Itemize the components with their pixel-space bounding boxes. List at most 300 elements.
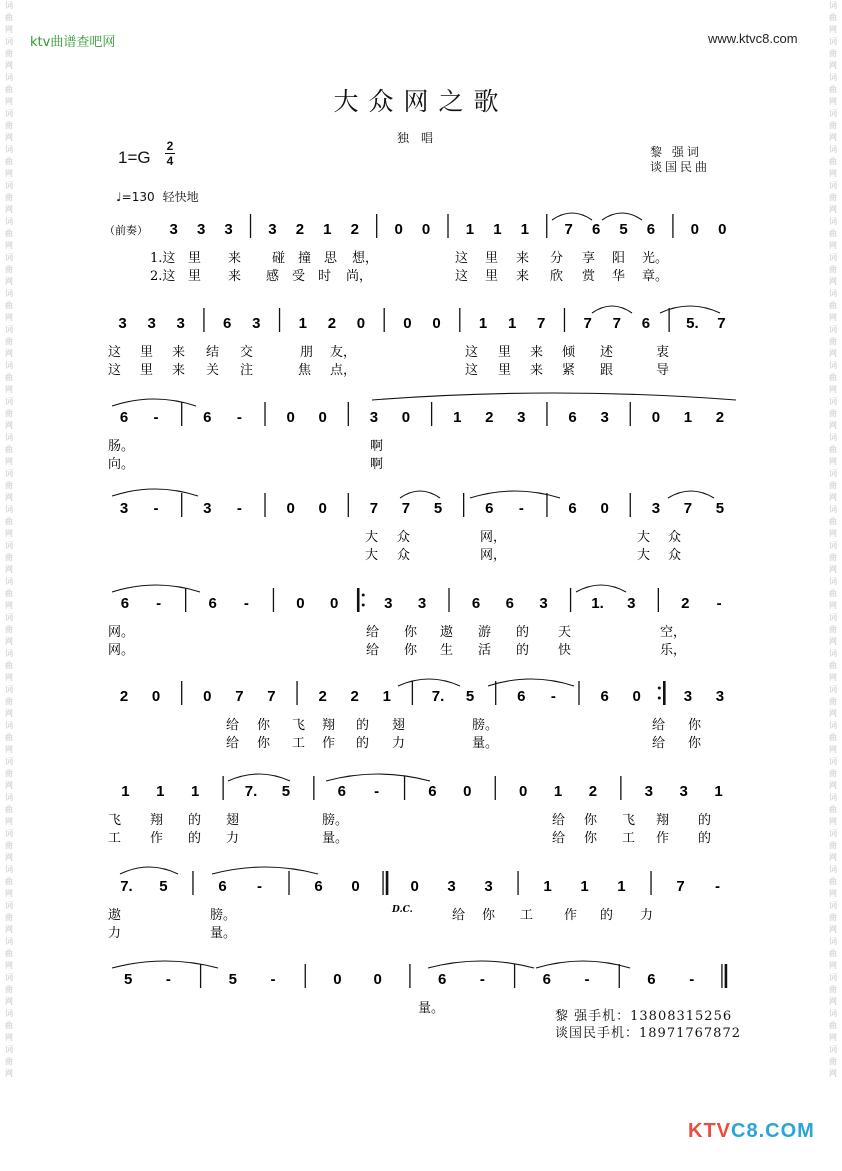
side-watermark-glyph: 网 (5, 745, 13, 754)
note: 0 (718, 221, 727, 238)
lyric-verse-2: 时 (318, 269, 332, 284)
lyric-verse-1: 飞 (108, 813, 122, 828)
side-watermark-glyph: 曲 (5, 481, 13, 490)
side-watermark-glyph: 词 (5, 325, 13, 334)
side-watermark-glyph: 曲 (5, 697, 13, 706)
note: 2 (295, 221, 305, 238)
note: 3 (384, 595, 393, 612)
side-watermark-glyph: 网 (5, 925, 13, 934)
side-watermark-glyph: 词 (5, 1, 13, 10)
lyric-verse-1: 想， (352, 251, 379, 266)
side-watermark-glyph: 词 (5, 73, 13, 82)
lyric-verse-2: 活 (478, 643, 492, 658)
lyric-verse-1: 来 (530, 345, 544, 360)
side-watermark-glyph: 网 (829, 1069, 837, 1078)
side-watermark-glyph: 词 (829, 1009, 837, 1018)
side-watermark-glyph: 网 (5, 601, 13, 610)
side-watermark-glyph: 曲 (829, 949, 837, 958)
side-watermark-glyph: 词 (829, 325, 837, 334)
side-watermark-glyph: 网 (829, 25, 837, 34)
lyric-verse-1: 飞 (622, 813, 636, 828)
side-watermark-glyph: 曲 (5, 985, 13, 994)
side-watermark-glyph: 网 (5, 421, 13, 430)
side-watermark-glyph: 词 (5, 181, 13, 190)
lyric-verse-2: 作 (150, 831, 164, 846)
note: 3 (417, 595, 427, 612)
lyric-verse-2: 欣 (550, 269, 564, 284)
side-watermark-glyph: 曲 (5, 949, 13, 958)
side-watermark-glyph: 曲 (5, 373, 13, 382)
lyric-verse-2: 你 (584, 831, 598, 846)
side-watermark-glyph: 曲 (5, 625, 13, 634)
side-watermark-glyph: 词 (829, 577, 837, 586)
lyric-verse-2: 给 (652, 736, 666, 751)
note: 5 (715, 500, 725, 517)
note: 7 (683, 500, 693, 517)
lyric-verse-2: 紧 (562, 363, 576, 378)
lyric-verse-1: 的 (356, 718, 370, 733)
lyric-verse-1: 遨 (440, 625, 454, 640)
lyric-verse-2: 受 (292, 269, 306, 284)
lyric-verse-2: 啊 (370, 457, 384, 472)
side-watermark-glyph: 词 (829, 649, 837, 658)
lyric-verse-2: 快 (558, 643, 572, 658)
lyric-verse-1: 结 (206, 345, 220, 360)
side-watermark-glyph: 网 (829, 313, 837, 322)
note: 3 (268, 221, 277, 238)
site-logo (688, 1120, 815, 1143)
side-watermark-glyph: 曲 (5, 1021, 13, 1030)
side-watermark-glyph: 曲 (5, 877, 13, 886)
lyric-verse-2: 工 (292, 736, 306, 751)
note: 6 (208, 595, 217, 612)
side-watermark-glyph: 曲 (5, 1057, 13, 1066)
lyric-verse-1: 翔 (656, 813, 670, 828)
side-watermark-glyph: 词 (5, 757, 13, 766)
side-watermark-glyph: 网 (829, 61, 837, 70)
note: 6 (485, 500, 494, 517)
lyric-verse-1: 朋 (300, 345, 314, 360)
lyric-verse-1: 力 (640, 908, 654, 923)
slur (228, 774, 290, 781)
lyric-verse-1: 阳 (612, 251, 626, 266)
side-watermark-glyph: 词 (5, 145, 13, 154)
side-watermark-glyph: 网 (5, 997, 13, 1006)
note: 3 (176, 315, 185, 332)
note: 6 (568, 409, 577, 426)
lyric-verse-1: 给 (226, 718, 240, 733)
side-watermark-glyph: 词 (829, 397, 837, 406)
lyric-verse-1: 的 (600, 908, 614, 923)
lyric-verse-1: 这 (455, 251, 469, 266)
side-watermark-glyph: 曲 (5, 85, 13, 94)
slur (552, 213, 592, 220)
lyric-verse-2: 作 (322, 736, 336, 751)
note: 0 (519, 783, 528, 800)
side-watermark-glyph: 词 (829, 541, 837, 550)
side-watermark-glyph: 词 (829, 361, 837, 370)
lyric-verse-1: 给 (366, 625, 380, 640)
lyric-verse-1: 的 (698, 813, 712, 828)
side-watermark-glyph: 曲 (829, 625, 837, 634)
note: 6 (568, 500, 577, 517)
side-watermark-glyph: 曲 (829, 157, 837, 166)
lyric-verse-1: 你 (584, 813, 598, 828)
lyric-verse-2: 点， (330, 363, 357, 378)
side-watermark-glyph: 词 (829, 1, 837, 10)
side-watermark-glyph: 曲 (829, 769, 837, 778)
note: 0 (394, 221, 403, 238)
side-watermark-glyph: 网 (829, 529, 837, 538)
lyric-verse-2: 来 (228, 269, 242, 284)
side-watermark-glyph: 网 (5, 97, 13, 106)
lyric-verse-1: 众 (397, 530, 411, 545)
side-watermark-glyph: 词 (5, 973, 13, 982)
side-watermark-glyph: 曲 (829, 1021, 837, 1030)
side-watermark-glyph: 曲 (5, 409, 13, 418)
side-watermark-glyph: 曲 (829, 517, 837, 526)
side-watermark-glyph: 词 (5, 577, 13, 586)
side-watermark-glyph: 网 (829, 421, 837, 430)
side-watermark-glyph: 词 (5, 361, 13, 370)
note: 0 (632, 688, 641, 705)
side-watermark-glyph: 网 (5, 889, 13, 898)
side-watermark-glyph: 词 (829, 253, 837, 262)
time-signature-top: 2 (166, 139, 174, 153)
side-watermark-glyph: 词 (829, 865, 837, 874)
note: - (153, 409, 159, 426)
lyric-verse-2: 焦 (298, 363, 312, 378)
side-watermark-glyph: 网 (829, 1033, 837, 1042)
side-watermark-glyph: 网 (829, 961, 837, 970)
note: - (236, 500, 242, 517)
side-watermark-glyph: 词 (829, 793, 837, 802)
side-watermark-glyph: 曲 (5, 733, 13, 742)
note: 5. (686, 315, 699, 332)
side-watermark-glyph: 曲 (829, 301, 837, 310)
lyric-verse-1: 这 (108, 345, 122, 360)
note: - (550, 688, 556, 705)
note: 0 (463, 783, 472, 800)
side-watermark-glyph: 曲 (829, 85, 837, 94)
note: 6 (120, 595, 130, 612)
note: - (165, 971, 171, 988)
slur (398, 679, 460, 686)
note: - (270, 971, 276, 988)
site-watermark-url[interactable]: www.ktvc8.com (708, 31, 798, 46)
side-watermark-glyph: 网 (829, 385, 837, 394)
side-watermark-glyph: 曲 (829, 913, 837, 922)
note: 6 (223, 315, 232, 332)
lyric-verse-2: 给 (366, 643, 380, 658)
note: 3 (447, 878, 456, 895)
note: 5 (433, 500, 443, 517)
contact-label: 黎 强手机： (555, 1009, 631, 1024)
note: 1 (323, 221, 332, 238)
note: 3 (683, 688, 693, 705)
side-watermark-glyph: 词 (5, 793, 13, 802)
side-watermark-glyph: 词 (5, 613, 13, 622)
lyric-verse-2: 的 (188, 831, 202, 846)
side-watermark-glyph: 网 (829, 817, 837, 826)
side-watermark-glyph: 词 (5, 865, 13, 874)
lyric-verse-1: 友， (330, 345, 357, 360)
note: 3 (169, 221, 178, 238)
note: 0 (203, 688, 212, 705)
lyric-verse-1: 里 (485, 251, 499, 266)
repeat-dot (362, 594, 365, 597)
contact-phone: 13808315256 (630, 1009, 733, 1024)
note: 2 (327, 315, 337, 332)
lyric-verse-1: 大 (637, 530, 651, 545)
lyric-verse-1: 给 (452, 908, 466, 923)
note: 6 (591, 221, 601, 238)
side-watermark-glyph: 网 (829, 457, 837, 466)
note: 3 (539, 595, 548, 612)
side-watermark-glyph: 词 (829, 37, 837, 46)
note: 1 (478, 315, 488, 332)
lyric-verse-1: 里 (498, 345, 512, 360)
lyric-verse-1: 工 (520, 908, 534, 923)
side-watermark-glyph: 词 (5, 901, 13, 910)
lyric-verse-2: 里 (498, 363, 512, 378)
lyric-verse-1: 里 (188, 251, 202, 266)
note: 3 (517, 409, 526, 426)
side-watermark-glyph: 网 (829, 277, 837, 286)
lyric-verse-1: 来 (172, 345, 186, 360)
side-watermark-glyph: 曲 (5, 229, 13, 238)
side-watermark-glyph: 词 (829, 109, 837, 118)
lyric-verse-2: 作 (656, 831, 670, 846)
side-watermark-glyph: 词 (5, 289, 13, 298)
side-watermark-glyph: 网 (829, 493, 837, 502)
side-watermark-glyph: 网 (829, 673, 837, 682)
lyric-verse-1: 飞 (292, 718, 306, 733)
note: 0 (318, 409, 327, 426)
contact-row (555, 1025, 741, 1042)
note: 7 (267, 688, 276, 705)
note: 7 (537, 315, 546, 332)
lyric-verse-2: 华 (612, 269, 626, 284)
note: 2 (318, 688, 327, 705)
side-watermark-glyph: 曲 (829, 877, 837, 886)
note: 7. (120, 878, 133, 895)
contact-label: 谈国民手机： (555, 1026, 640, 1041)
side-watermark-glyph: 曲 (829, 985, 837, 994)
note: 0 (690, 221, 700, 238)
note: 7 (583, 315, 592, 332)
note: 7 (717, 315, 726, 332)
lyric-verse-2: 力 (226, 831, 240, 846)
lyric-verse-1: 网。 (108, 625, 135, 640)
note: 2 (485, 409, 494, 426)
note: 5 (228, 971, 237, 988)
lyric-verse-2: 众 (397, 548, 411, 563)
note: 3 (119, 500, 129, 517)
lyric-verse-2: 量。 (210, 926, 237, 941)
side-watermark-glyph: 曲 (829, 409, 837, 418)
side-watermark-glyph: 曲 (5, 301, 13, 310)
note: 2 (350, 688, 359, 705)
side-watermark-glyph: 网 (829, 709, 837, 718)
side-watermark-glyph: 曲 (829, 805, 837, 814)
note: 0 (356, 315, 366, 332)
lyric-verse-2: 力 (392, 736, 406, 751)
side-watermark-glyph: 词 (829, 685, 837, 694)
side-watermark-glyph: 词 (829, 757, 837, 766)
side-watermark-glyph: 网 (5, 961, 13, 970)
note: 1 (121, 783, 130, 800)
lyric-verse-2: 工 (622, 831, 636, 846)
lyric-verse-2: 的 (698, 831, 712, 846)
side-watermark-glyph: 网 (5, 817, 13, 826)
side-watermark-glyph: 词 (5, 109, 13, 118)
note: 0 (651, 409, 661, 426)
side-watermark-glyph: 词 (5, 829, 13, 838)
note: 0 (432, 315, 441, 332)
side-watermark-glyph: 词 (5, 649, 13, 658)
lyric-verse-1: 游 (478, 625, 492, 640)
note: 0 (403, 315, 412, 332)
side-watermark-glyph: 曲 (829, 121, 837, 130)
note: 6 (314, 878, 323, 895)
side-watermark-glyph: 词 (5, 505, 13, 514)
lyric-verse-1: 这 (465, 345, 479, 360)
lyric-verse-2: 网。 (108, 643, 135, 658)
repeat-dot (362, 604, 365, 607)
lyric-verse-1: 思 (324, 251, 338, 266)
lyric-verse-1: 空， (660, 625, 687, 640)
side-watermark-glyph: 曲 (5, 841, 13, 850)
note: 1 (617, 878, 626, 895)
note: 1 (580, 878, 589, 895)
side-watermark-glyph: 网 (829, 601, 837, 610)
lyric-verse-2: 里 (485, 269, 499, 284)
lyric-verse-1: 你 (688, 718, 702, 733)
note: - (479, 971, 485, 988)
repeat-dot (658, 687, 661, 690)
note: 7 (235, 688, 244, 705)
side-watermark-glyph: 曲 (5, 49, 13, 58)
lyric-verse-2: 给 (226, 736, 240, 751)
note: 3 (600, 409, 609, 426)
lyric-verse-2: 大 (365, 548, 379, 563)
side-watermark-glyph: 曲 (5, 445, 13, 454)
slur (668, 491, 714, 498)
slur (576, 585, 626, 592)
note: 1 (493, 221, 502, 238)
side-watermark-glyph: 网 (5, 133, 13, 142)
lyric-verse-1: 你 (404, 625, 418, 640)
side-watermark-glyph: 曲 (5, 913, 13, 922)
note: 7 (612, 315, 621, 332)
note: 0 (410, 878, 419, 895)
note: 3 (715, 688, 725, 705)
lyric-verse-2: 这 (108, 363, 122, 378)
side-watermark-glyph: 词 (5, 721, 13, 730)
note: 0 (373, 971, 382, 988)
lyric-verse-2: 网， (480, 548, 507, 563)
note: 1 (382, 688, 391, 705)
lyric-verse-1: 众 (668, 530, 682, 545)
note: 1 (683, 409, 693, 426)
lyric-verse-2: 来 (530, 363, 544, 378)
note: 0 (421, 221, 431, 238)
lyric-verse-2: 你 (404, 643, 418, 658)
side-watermark-glyph: 网 (5, 529, 13, 538)
note: 3 (651, 500, 661, 517)
note: 6 (647, 971, 656, 988)
side-watermark-glyph: 曲 (5, 517, 13, 526)
side-watermark-glyph: 曲 (829, 265, 837, 274)
side-watermark-glyph: 曲 (5, 157, 13, 166)
lyric-verse-1: 里 (140, 345, 154, 360)
side-watermark-glyph: 曲 (829, 553, 837, 562)
lyric-verse-2: 大 (637, 548, 651, 563)
lyric-verse-1: 遨 (108, 908, 122, 923)
side-watermark-glyph: 网 (5, 709, 13, 718)
lyric-verse-1: 光。 (642, 251, 669, 266)
slur (400, 491, 440, 498)
note: 3 (484, 878, 493, 895)
note: 1 (453, 409, 462, 426)
note: 3 (118, 315, 127, 332)
note: 6 (505, 595, 514, 612)
lyric-verse-2: 工 (108, 831, 122, 846)
note: 3 (627, 595, 636, 612)
note: 6 (119, 409, 129, 426)
side-watermark-glyph: 曲 (829, 481, 837, 490)
slur (602, 213, 642, 220)
note: 2 (119, 688, 129, 705)
note: 6 (428, 783, 437, 800)
lyric-verse-2: 里 (188, 269, 202, 284)
lyric-verse-2: 赏 (582, 269, 596, 284)
lyric-verse-1: 给 (552, 813, 566, 828)
song-title: 大众网之歌 (333, 87, 509, 116)
lyric-verse-2: 跟 (600, 363, 614, 378)
lyric-verse-2: 来 (172, 363, 186, 378)
side-watermark-glyph: 网 (5, 493, 13, 502)
slur (112, 961, 218, 968)
key-signature: 1=G (118, 148, 151, 167)
note: 5 (619, 221, 628, 238)
side-watermark-glyph: 曲 (5, 805, 13, 814)
side-watermark-glyph: 网 (5, 565, 13, 574)
note: 1 (543, 878, 552, 895)
side-watermark-glyph: 网 (5, 277, 13, 286)
side-watermark-glyph: 网 (829, 997, 837, 1006)
note: 1 (298, 315, 307, 332)
side-watermark-glyph: 网 (829, 241, 837, 250)
side-watermark-glyph: 词 (829, 1045, 837, 1054)
note: 1 (553, 783, 563, 800)
note: - (156, 595, 162, 612)
lyric-verse-2: 向。 (108, 457, 135, 472)
note: - (243, 595, 249, 612)
side-watermark-glyph: 网 (829, 781, 837, 790)
side-watermark-glyph: 词 (829, 829, 837, 838)
lyric-verse-1: 衷 (656, 345, 670, 360)
side-watermark-glyph: 曲 (5, 337, 13, 346)
note: 5 (281, 783, 291, 800)
lyric-verse-2: 生 (440, 643, 454, 658)
lyric-verse-2: 你 (257, 736, 271, 751)
lyric-verse-2: 你 (688, 736, 702, 751)
contact-info (555, 1008, 741, 1042)
side-watermark-glyph: 曲 (829, 589, 837, 598)
note: - (689, 971, 695, 988)
